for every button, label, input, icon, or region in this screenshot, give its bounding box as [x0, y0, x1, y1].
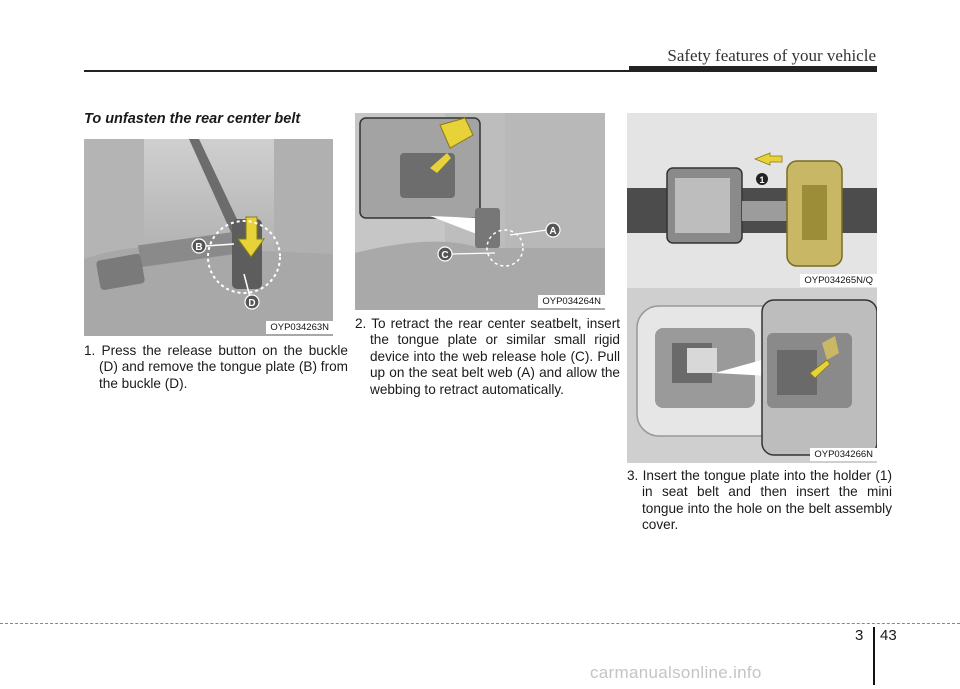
label-d: D — [248, 298, 256, 309]
step-number: 2. — [355, 316, 367, 331]
page-number: 43 — [880, 627, 897, 644]
step-number: 1. — [84, 343, 96, 358]
label-b: B — [195, 242, 203, 253]
step-1 — [84, 343, 348, 392]
watermark: carmanualsonline.info — [590, 663, 762, 682]
tongue-holder-illustration — [627, 113, 877, 288]
step-text: Press the release button on the buckle (D) and remove the tongue plate (B) from the buckle (D). — [99, 343, 348, 391]
label-a: A — [549, 226, 557, 237]
figure-tongue-holder — [627, 113, 877, 288]
step-text: Insert the tongue plate into the holder (1) in seat belt and then insert the mini tongue into the hole on the belt assembly cover. — [642, 468, 892, 533]
running-header: Safety features of your vehicle — [667, 46, 876, 65]
figure-caption: OYP034265N/Q — [800, 274, 877, 287]
label-1: 1 — [759, 175, 765, 185]
step-number: 3. — [627, 468, 639, 483]
mini-tongue-illustration — [627, 288, 877, 463]
label-c: C — [441, 250, 449, 261]
page-number-separator — [873, 627, 875, 685]
web-release-illustration — [355, 113, 605, 310]
figure-buckle-release — [84, 139, 333, 336]
step-text: To retract the rear center seatbelt, insert the tongue plate or similar small rigid device into the web release hole (C). Pull up on the seat belt web (A) and allow the webbing to retract automatically. — [370, 316, 621, 397]
header-rule-accent — [629, 66, 877, 71]
chapter-number: 3 — [855, 627, 864, 644]
figure-caption: OYP034266N — [810, 448, 877, 461]
figure-web-release — [355, 113, 605, 310]
step-2 — [355, 316, 620, 398]
section-heading: To unfasten the rear center belt — [84, 111, 301, 127]
buckle-release-illustration — [84, 139, 333, 336]
footer-rule — [0, 623, 960, 624]
figure-mini-tongue — [627, 288, 877, 463]
step-3 — [627, 468, 892, 534]
figure-caption: OYP034263N — [266, 321, 333, 334]
figure-caption: OYP034264N — [538, 295, 605, 308]
